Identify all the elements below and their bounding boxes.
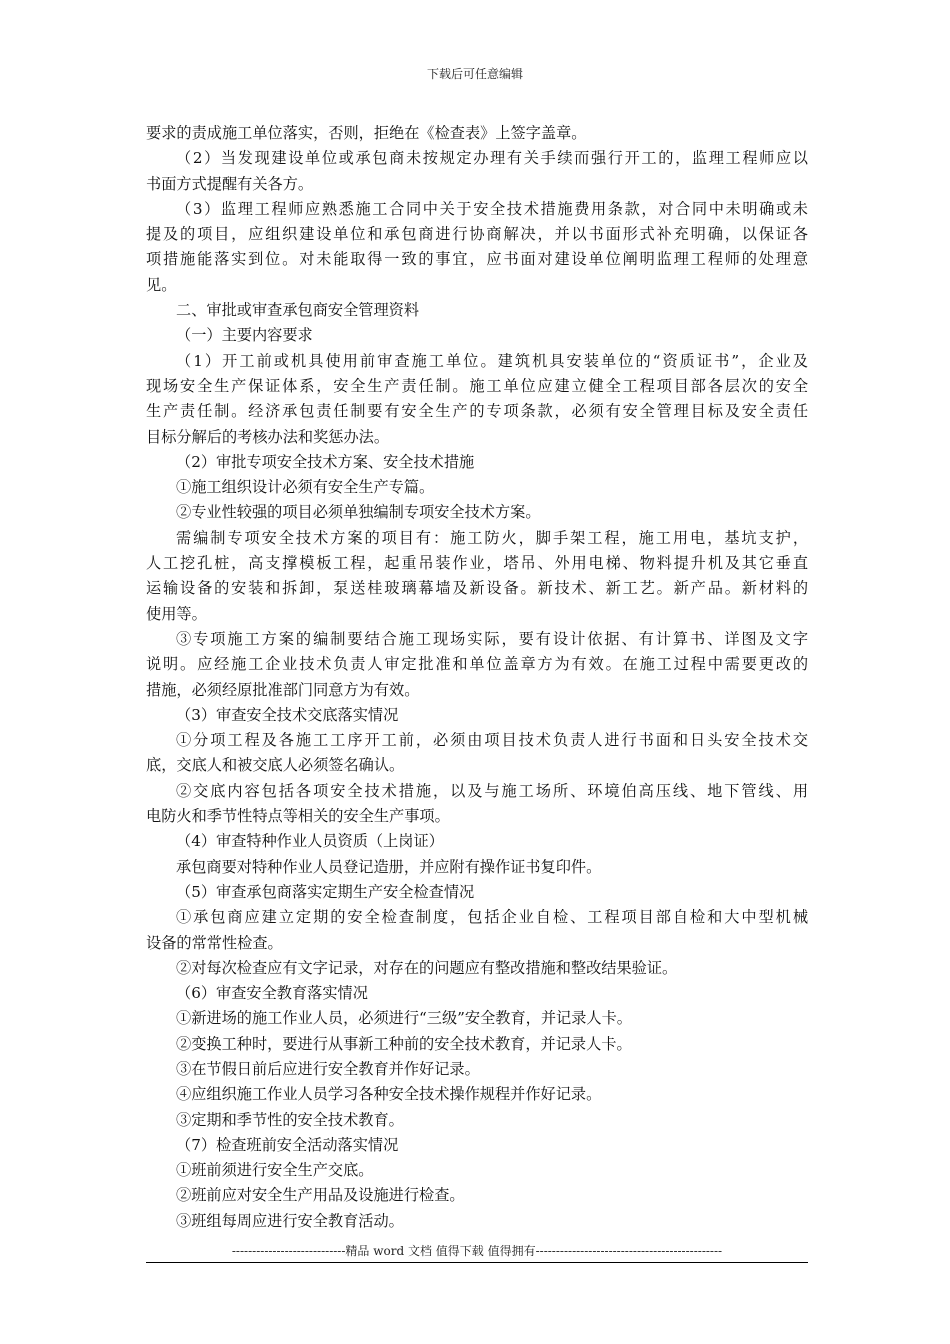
text-line: 使用等。 [146,604,207,623]
text-line: 需编制专项安全技术方案的项目有：施工防火，脚手架工程，施工用电，基坑支护， [176,528,808,547]
text-line: ①施工组织设计必须有安全生产专篇。 [176,478,435,497]
paragraph [146,450,808,475]
text-line: ②专业性较强的项目必须单独编制专项安全技术方案。 [176,503,541,522]
text-line: 书面方式提醒有关各方。 [146,174,314,193]
text-line: 措施，必须经原批准部门同意方为有效。 [146,680,420,699]
text-line: （一）主要内容要求 [176,326,313,345]
text-line: 目标分解后的考核办法和奖惩办法。 [146,427,389,446]
text-line: ③在节假日前后应进行安全教育并作好记录。 [176,1059,480,1078]
text-line: ①承包商应建立定期的安全检查制度，包括企业自检、工程项目部自检和大中型机械 [176,908,808,927]
text-line: ②交底内容包括各项安全技术措施，以及与施工场所、环境伯高压线、地下管线、用 [176,781,808,800]
text-line: 现场安全生产保证体系，安全生产责任制。施工单位应建立健全工程项目部各层次的安全 [146,376,808,395]
text-line: （2）当发现建设单位或承包商未按规定办理有关手续而强行开工的，监理工程师应以 [176,149,808,168]
text-line: ④应组织施工作业人员学习各种安全技术操作规程并作好记录。 [176,1085,602,1104]
text-line: 人工挖孔桩，高支撑模板工程，起重吊装作业，塔吊、外用电梯、物料提升机及其它垂直 [146,554,808,573]
paragraph [146,956,808,981]
text-line: ①新进场的施工作业人员，必须进行“三级”安全教育，并记录人卡。 [176,1009,632,1028]
document-body [146,121,808,1234]
text-line: 设备的常常性检查。 [146,933,283,952]
text-line: 说明。应经施工企业技术负责人审定批准和单位盖章方为有效。在施工过程中需要更改的 [146,655,808,674]
paragraph [146,500,808,525]
paragraph [146,1057,808,1082]
text-line: 承包商要对特种作业人员登记造册，并应附有操作证书复印件。 [176,857,602,876]
text-line: 生产责任制。经济承包责任制要有安全生产的专项条款，必须有安全管理目标及安全责任 [146,402,808,421]
paragraph [146,121,808,146]
paragraph [146,1108,808,1133]
paragraph [146,627,808,703]
text-line: 运输设备的安装和拆卸，泵送桂玻璃幕墙及新设备。新技术、新工艺。新产品。新材料的 [146,579,808,598]
text-line: （5）审查承包商落实定期生产安全检查情况 [176,882,475,901]
paragraph [146,880,808,905]
text-line: （2）审批专项安全技术方案、安全技术措施 [176,452,475,471]
paragraph [146,779,808,830]
text-line: ③班组每周应进行安全教育活动。 [176,1211,404,1230]
paragraph [146,475,808,500]
paragraph [146,728,808,779]
text-line: ①班前须进行安全生产交底。 [176,1161,374,1180]
text-line: ②对每次检查应有文字记录，对存在的问题应有整改措施和整改结果验证。 [176,958,678,977]
paragraph [146,349,808,450]
text-line: （3）审查安全技术交底落实情况 [176,705,399,724]
page-footer: ----------------------------精品 word 文档 值得下载 值得拥有---------------------------------------------- [231,1244,723,1258]
text-line: （7）检查班前安全活动落实情况 [176,1135,399,1154]
text-line: （1）开工前或机具使用前审查施工单位。建筑机具安装单位的“资质证书”，企业及 [176,351,808,370]
paragraph [146,146,808,197]
text-line: 项措施能落实到位。对未能取得一致的事宜，应书面对建设单位阐明监理工程师的处理意 [146,250,808,269]
footer-divider [146,1262,808,1263]
text-line: 提及的项目，应组织建设单位和承包商进行协商解决，并以书面形式补充明确，以保证各 [146,225,808,244]
text-line: ①分项工程及各施工工序开工前，必须由项目技术负责人进行书面和日头安全技术交 [176,731,808,750]
paragraph [146,1006,808,1031]
paragraph [146,1133,808,1158]
page-header: 下载后可任意编辑 [426,67,523,81]
paragraph [146,1209,808,1234]
paragraph [146,703,808,728]
paragraph [146,323,808,348]
paragraph [146,829,808,854]
paragraph [146,1032,808,1057]
paragraph [146,526,808,627]
text-line: （6）审查安全教育落实情况 [176,984,368,1003]
paragraph [146,298,808,323]
text-line: ②变换工种时，要进行从事新工种前的安全技术教育，并记录人卡。 [176,1034,632,1053]
paragraph [146,1158,808,1183]
text-line: （4）审查特种作业人员资质（上岗证） [176,832,444,851]
text-line: ③专项施工方案的编制要结合施工现场实际，要有设计依据、有计算书、详图及文字 [176,629,808,648]
paragraph [146,981,808,1006]
paragraph [146,1183,808,1208]
paragraph [146,1082,808,1107]
text-line: 电防火和季节性特点等相关的安全生产事项。 [146,807,450,826]
text-line: 要求的责成施工单位落实，否则，拒绝在《检查表》上签字盖章。 [146,124,587,142]
text-line: 见。 [146,275,177,294]
text-line: 底，交底人和被交底人必须签名确认。 [146,756,405,775]
text-line: （3）监理工程师应熟悉施工合同中关于安全技术措施费用条款，对合同中未明确或未 [176,199,808,218]
paragraph [146,197,808,298]
paragraph [146,855,808,880]
text-line: ②班前应对安全生产用品及设施进行检查。 [176,1186,465,1205]
paragraph [146,905,808,956]
text-line: ③定期和季节性的安全技术教育。 [176,1110,404,1129]
text-line: 二、审批或审查承包商安全管理资料 [176,301,419,320]
